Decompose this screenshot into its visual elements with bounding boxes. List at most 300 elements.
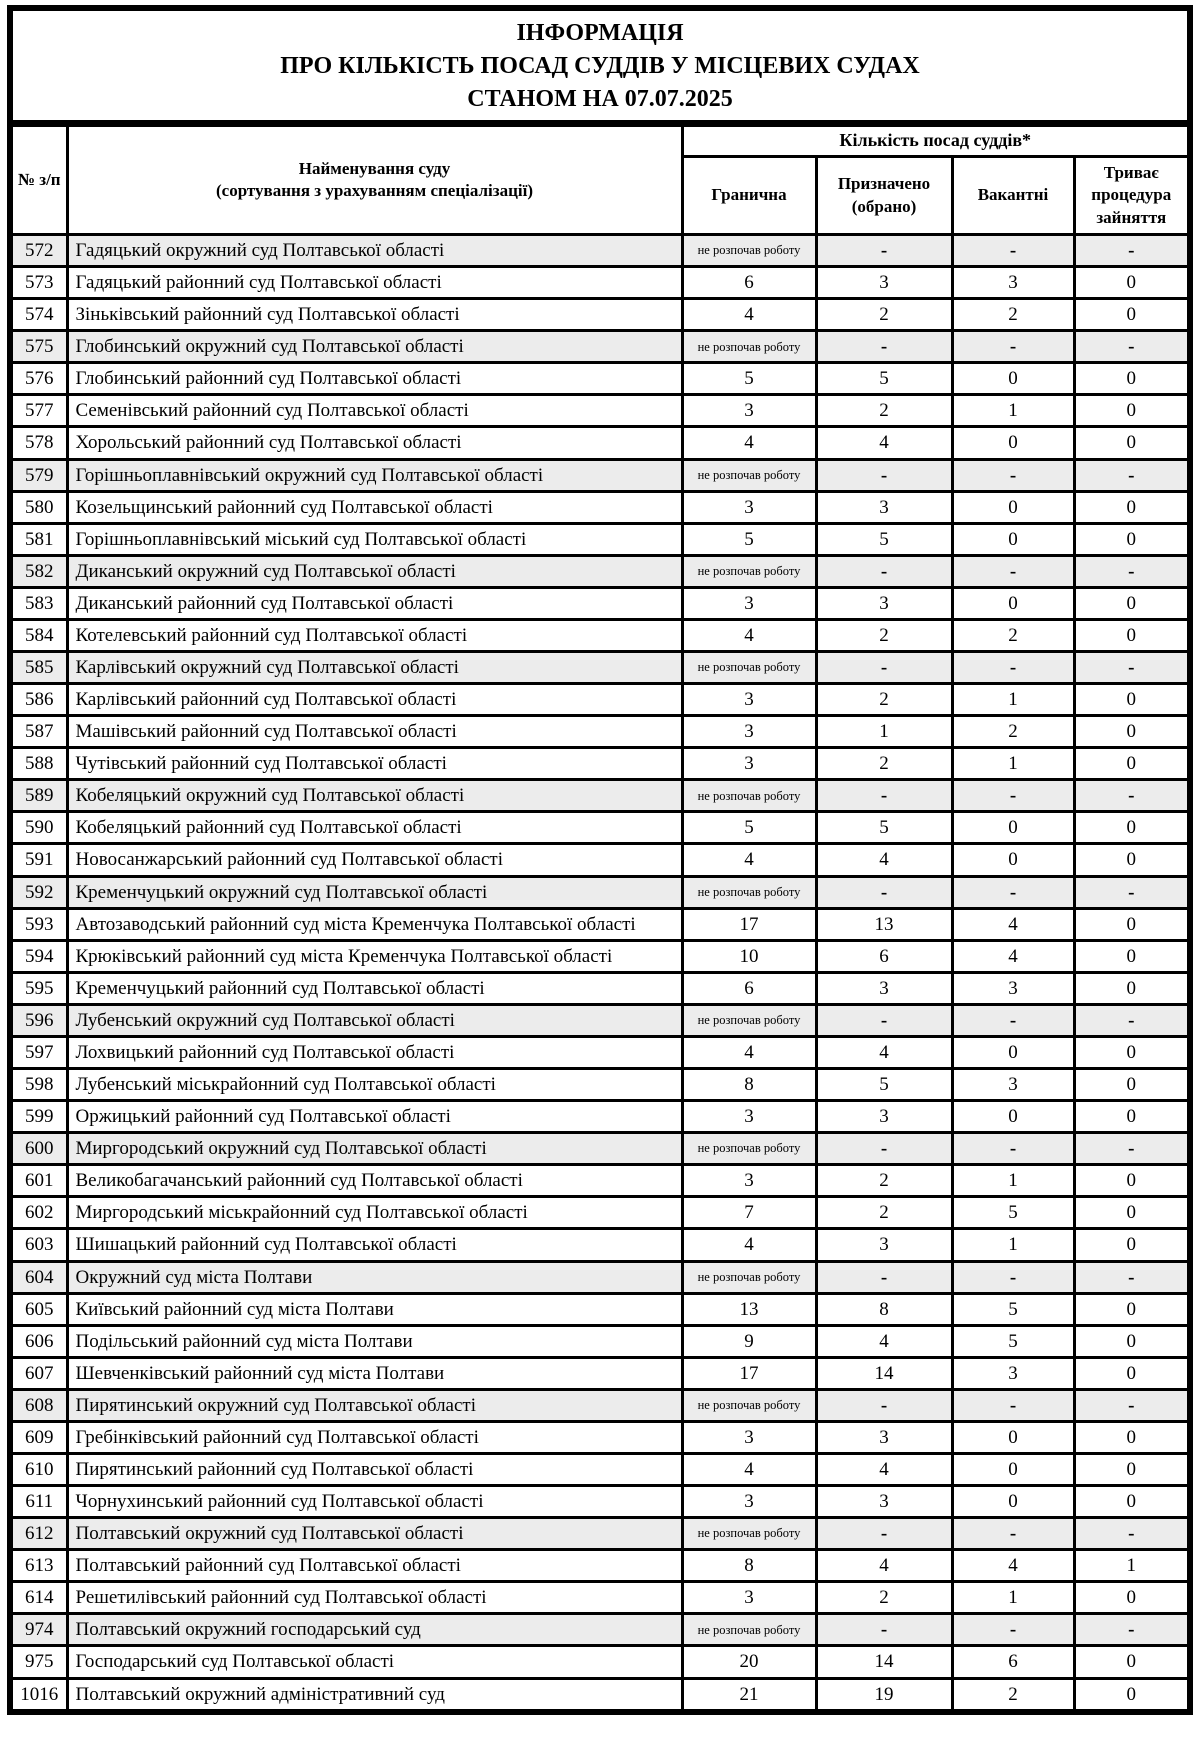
pryznacheno-cell: - (816, 555, 952, 587)
table-row (10, 1646, 1190, 1678)
row-number-cell: 594 (10, 940, 67, 972)
pryznacheno-cell: 19 (816, 1678, 952, 1712)
vakantni-cell: 2 (952, 619, 1074, 651)
pryznacheno-cell: 4 (816, 844, 952, 876)
table-row (10, 1453, 1190, 1485)
vakantni-cell: - (952, 1518, 1074, 1550)
row-number-cell: 583 (10, 587, 67, 619)
court-name-cell: Пирятинський окружний суд Полтавської області (67, 1389, 682, 1421)
court-name-cell: Чутівський районний суд Полтавської області (67, 748, 682, 780)
title-line-2: ПРО КІЛЬКІСТЬ ПОСАД СУДДІВ У МІСЦЕВИХ СУДАХ (280, 53, 920, 79)
pryznacheno-cell: 8 (816, 1293, 952, 1325)
header-court-name (67, 124, 682, 235)
table-row (10, 844, 1190, 876)
row-number-cell: 605 (10, 1293, 67, 1325)
court-name-cell: Шевченківський районний суд міста Полтави (67, 1357, 682, 1389)
table-row (10, 235, 1190, 267)
court-name-cell: Горішньоплавнівський міський суд Полтавської області (67, 523, 682, 555)
court-name-cell: Крюківський районний суд міста Кременчука Полтавської області (67, 940, 682, 972)
vakantni-cell: 1 (952, 395, 1074, 427)
header-row-group (10, 124, 1190, 157)
court-name-cell: Подільський районний суд міста Полтави (67, 1325, 682, 1357)
row-number-cell: 586 (10, 684, 67, 716)
court-name-cell: Кременчуцький районний суд Полтавської області (67, 972, 682, 1004)
court-name-cell: Глобинський окружний суд Полтавської області (67, 331, 682, 363)
granychna-cell: 8 (682, 1069, 816, 1101)
row-number-cell: 609 (10, 1421, 67, 1453)
court-name-cell: Господарський суд Полтавської області (67, 1646, 682, 1678)
court-name-cell: Котелевський районний суд Полтавської області (67, 619, 682, 651)
court-name-cell: Козельщинський районний суд Полтавської області (67, 491, 682, 523)
granychna-cell: 4 (682, 844, 816, 876)
tryvaie-cell: - (1074, 331, 1190, 363)
tryvaie-cell: 0 (1074, 299, 1190, 331)
row-number-cell: 607 (10, 1357, 67, 1389)
granychna-cell: 20 (682, 1646, 816, 1678)
court-name-cell: Київський районний суд міста Полтави (67, 1293, 682, 1325)
court-name-cell: Кобеляцький окружний суд Полтавської області (67, 780, 682, 812)
table-header (10, 124, 1190, 235)
tryvaie-cell: 0 (1074, 844, 1190, 876)
row-number-cell: 590 (10, 812, 67, 844)
row-number-cell: 974 (10, 1614, 67, 1646)
granychna-cell: 3 (682, 1421, 816, 1453)
tryvaie-cell: 0 (1074, 523, 1190, 555)
court-name-cell: Миргородський окружний суд Полтавської області (67, 1133, 682, 1165)
court-name-cell: Карлівський окружний суд Полтавської області (67, 652, 682, 684)
pryznacheno-cell: 4 (816, 427, 952, 459)
court-name-cell: Карлівський районний суд Полтавської області (67, 684, 682, 716)
row-number-cell: 975 (10, 1646, 67, 1678)
row-number-cell: 584 (10, 619, 67, 651)
vakantni-cell: 1 (952, 684, 1074, 716)
pryznacheno-cell: 1 (816, 716, 952, 748)
tryvaie-cell: 0 (1074, 1646, 1190, 1678)
vakantni-cell: 0 (952, 523, 1074, 555)
row-number-cell: 603 (10, 1229, 67, 1261)
row-number-cell: 578 (10, 427, 67, 459)
court-name-cell: Гадяцький районний суд Полтавської області (67, 267, 682, 299)
vakantni-cell: 0 (952, 1486, 1074, 1518)
table-row (10, 395, 1190, 427)
tryvaie-cell: 0 (1074, 1229, 1190, 1261)
pryznacheno-cell: 2 (816, 1165, 952, 1197)
title-line-3: СТАНОМ НА 07.07.2025 (467, 86, 733, 112)
row-number-cell: 595 (10, 972, 67, 1004)
granychna-cell: не розпочав роботу (682, 652, 816, 684)
table-row (10, 299, 1190, 331)
court-name-cell: Шишацький районний суд Полтавської області (67, 1229, 682, 1261)
court-positions-table (7, 120, 1193, 1715)
table-row (10, 684, 1190, 716)
court-name-cell: Автозаводський районний суд міста Кременчука Полтавської області (67, 908, 682, 940)
tryvaie-cell: 0 (1074, 972, 1190, 1004)
pryznacheno-cell: 2 (816, 1197, 952, 1229)
header-positions-group: Кількість посад суддів* (682, 124, 1190, 157)
tryvaie-cell: 0 (1074, 908, 1190, 940)
pryznacheno-cell: 6 (816, 940, 952, 972)
pryznacheno-cell: 3 (816, 1486, 952, 1518)
pryznacheno-cell: 3 (816, 491, 952, 523)
granychna-cell: не розпочав роботу (682, 780, 816, 812)
vakantni-cell: - (952, 331, 1074, 363)
tryvaie-cell: - (1074, 876, 1190, 908)
vakantni-cell: - (952, 1133, 1074, 1165)
vakantni-cell: - (952, 235, 1074, 267)
table-row (10, 267, 1190, 299)
court-name-cell: Зіньківський районний суд Полтавської області (67, 299, 682, 331)
pryznacheno-cell: - (816, 1004, 952, 1036)
granychna-cell: не розпочав роботу (682, 459, 816, 491)
vakantni-cell: 5 (952, 1293, 1074, 1325)
court-name-cell: Полтавський окружний адміністративний суд (67, 1678, 682, 1712)
table-row (10, 716, 1190, 748)
granychna-cell: не розпочав роботу (682, 1614, 816, 1646)
table-row (10, 427, 1190, 459)
granychna-cell: не розпочав роботу (682, 1518, 816, 1550)
tryvaie-cell: 0 (1074, 363, 1190, 395)
court-name-cell: Великобагачанський районний суд Полтавської області (67, 1165, 682, 1197)
pryznacheno-cell: 3 (816, 972, 952, 1004)
header-court-name-line1: Найменування суду (298, 158, 451, 178)
pryznacheno-cell: 3 (816, 587, 952, 619)
vakantni-cell: 0 (952, 491, 1074, 523)
table-row (10, 1421, 1190, 1453)
granychna-cell: 6 (682, 972, 816, 1004)
tryvaie-cell: 0 (1074, 1101, 1190, 1133)
header-tryvaie: Триває процедура зайняття (1074, 157, 1190, 235)
row-number-cell: 601 (10, 1165, 67, 1197)
vakantni-cell: 0 (952, 1421, 1074, 1453)
granychna-cell: 5 (682, 523, 816, 555)
pryznacheno-cell: - (816, 780, 952, 812)
pryznacheno-cell: 14 (816, 1646, 952, 1678)
row-number-cell: 588 (10, 748, 67, 780)
table-row (10, 940, 1190, 972)
table-row (10, 1229, 1190, 1261)
row-number-cell: 608 (10, 1389, 67, 1421)
document-title (7, 5, 1193, 120)
vakantni-cell: - (952, 1614, 1074, 1646)
tryvaie-cell: 0 (1074, 748, 1190, 780)
vakantni-cell: 0 (952, 427, 1074, 459)
row-number-cell: 612 (10, 1518, 67, 1550)
table-row (10, 652, 1190, 684)
vakantni-cell: - (952, 780, 1074, 812)
court-name-cell: Лохвицький районний суд Полтавської області (67, 1036, 682, 1068)
tryvaie-cell: - (1074, 1518, 1190, 1550)
table-row (10, 1518, 1190, 1550)
tryvaie-cell: 0 (1074, 427, 1190, 459)
tryvaie-cell: 0 (1074, 1197, 1190, 1229)
tryvaie-cell: 0 (1074, 812, 1190, 844)
row-number-cell: 606 (10, 1325, 67, 1357)
tryvaie-cell: 0 (1074, 1165, 1190, 1197)
document-page (7, 5, 1193, 1715)
vakantni-cell: - (952, 555, 1074, 587)
granychna-cell: 4 (682, 1453, 816, 1485)
table-row (10, 491, 1190, 523)
court-name-cell: Кобеляцький районний суд Полтавської області (67, 812, 682, 844)
row-number-cell: 598 (10, 1069, 67, 1101)
tryvaie-cell: - (1074, 652, 1190, 684)
granychna-cell: не розпочав роботу (682, 555, 816, 587)
table-row (10, 748, 1190, 780)
row-number-cell: 614 (10, 1582, 67, 1614)
court-name-cell: Решетилівський районний суд Полтавської області (67, 1582, 682, 1614)
tryvaie-cell: 0 (1074, 267, 1190, 299)
court-name-cell: Кременчуцький окружний суд Полтавської області (67, 876, 682, 908)
pryznacheno-cell: 3 (816, 267, 952, 299)
vakantni-cell: - (952, 1004, 1074, 1036)
table-row (10, 1293, 1190, 1325)
vakantni-cell: 4 (952, 908, 1074, 940)
table-row (10, 1036, 1190, 1068)
court-name-cell: Семенівський районний суд Полтавської області (67, 395, 682, 427)
tryvaie-cell: 0 (1074, 716, 1190, 748)
table-row (10, 1004, 1190, 1036)
table-row (10, 363, 1190, 395)
pryznacheno-cell: 13 (816, 908, 952, 940)
pryznacheno-cell: - (816, 235, 952, 267)
pryznacheno-cell: - (816, 1518, 952, 1550)
row-number-cell: 591 (10, 844, 67, 876)
vakantni-cell: 0 (952, 812, 1074, 844)
table-row (10, 1614, 1190, 1646)
pryznacheno-cell: - (816, 1133, 952, 1165)
vakantni-cell: - (952, 459, 1074, 491)
tryvaie-cell: 0 (1074, 1293, 1190, 1325)
tryvaie-cell: - (1074, 459, 1190, 491)
vakantni-cell: - (952, 876, 1074, 908)
table-row (10, 780, 1190, 812)
row-number-cell: 600 (10, 1133, 67, 1165)
pryznacheno-cell: - (816, 1261, 952, 1293)
tryvaie-cell: 0 (1074, 940, 1190, 972)
granychna-cell: 3 (682, 1101, 816, 1133)
vakantni-cell: 0 (952, 363, 1074, 395)
granychna-cell: 5 (682, 363, 816, 395)
granychna-cell: 17 (682, 1357, 816, 1389)
granychna-cell: не розпочав роботу (682, 235, 816, 267)
granychna-cell: 17 (682, 908, 816, 940)
tryvaie-cell: 0 (1074, 1069, 1190, 1101)
court-name-cell: Глобинський районний суд Полтавської області (67, 363, 682, 395)
granychna-cell: 6 (682, 267, 816, 299)
pryznacheno-cell: 4 (816, 1453, 952, 1485)
vakantni-cell: - (952, 1389, 1074, 1421)
row-number-cell: 1016 (10, 1678, 67, 1712)
court-name-cell: Пирятинський районний суд Полтавської області (67, 1453, 682, 1485)
tryvaie-cell: 0 (1074, 1325, 1190, 1357)
vakantni-cell: 1 (952, 1229, 1074, 1261)
header-granychna: Гранична (682, 157, 816, 235)
granychna-cell: 4 (682, 1229, 816, 1261)
granychna-cell: не розпочав роботу (682, 1133, 816, 1165)
row-number-cell: 611 (10, 1486, 67, 1518)
vakantni-cell: - (952, 1261, 1074, 1293)
granychna-cell: не розпочав роботу (682, 1389, 816, 1421)
tryvaie-cell: 1 (1074, 1550, 1190, 1582)
row-number-cell: 613 (10, 1550, 67, 1582)
tryvaie-cell: - (1074, 1614, 1190, 1646)
granychna-cell: 9 (682, 1325, 816, 1357)
pryznacheno-cell: - (816, 1389, 952, 1421)
vakantni-cell: 5 (952, 1197, 1074, 1229)
tryvaie-cell: 0 (1074, 1453, 1190, 1485)
table-row (10, 812, 1190, 844)
tryvaie-cell: - (1074, 1261, 1190, 1293)
header-num: № з/п (10, 124, 67, 235)
granychna-cell: 3 (682, 716, 816, 748)
granychna-cell: 7 (682, 1197, 816, 1229)
tryvaie-cell: 0 (1074, 1582, 1190, 1614)
table-row (10, 1550, 1190, 1582)
granychna-cell: 4 (682, 619, 816, 651)
granychna-cell: 10 (682, 940, 816, 972)
vakantni-cell: - (952, 652, 1074, 684)
table-row (10, 1582, 1190, 1614)
tryvaie-cell: - (1074, 1389, 1190, 1421)
tryvaie-cell: - (1074, 235, 1190, 267)
header-pryznacheno: Призначено (обрано) (816, 157, 952, 235)
row-number-cell: 604 (10, 1261, 67, 1293)
row-number-cell: 596 (10, 1004, 67, 1036)
table-row (10, 1357, 1190, 1389)
row-number-cell: 582 (10, 555, 67, 587)
granychna-cell: 13 (682, 1293, 816, 1325)
vakantni-cell: 2 (952, 716, 1074, 748)
court-table-body (10, 235, 1190, 1712)
court-name-cell: Гребінківський районний суд Полтавської області (67, 1421, 682, 1453)
pryznacheno-cell: 14 (816, 1357, 952, 1389)
table-row (10, 587, 1190, 619)
table-row (10, 1389, 1190, 1421)
court-name-cell: Оржицький районний суд Полтавської області (67, 1101, 682, 1133)
pryznacheno-cell: 2 (816, 299, 952, 331)
row-number-cell: 574 (10, 299, 67, 331)
granychna-cell: 3 (682, 748, 816, 780)
granychna-cell: 3 (682, 1165, 816, 1197)
row-number-cell: 587 (10, 716, 67, 748)
granychna-cell: не розпочав роботу (682, 876, 816, 908)
tryvaie-cell: - (1074, 555, 1190, 587)
tryvaie-cell: - (1074, 1004, 1190, 1036)
court-name-cell: Полтавський окружний господарський суд (67, 1614, 682, 1646)
table-row (10, 1101, 1190, 1133)
vakantni-cell: 4 (952, 1550, 1074, 1582)
court-name-cell: Новосанжарський районний суд Полтавської області (67, 844, 682, 876)
row-number-cell: 576 (10, 363, 67, 395)
granychna-cell: 4 (682, 299, 816, 331)
tryvaie-cell: 0 (1074, 587, 1190, 619)
pryznacheno-cell: 5 (816, 1069, 952, 1101)
granychna-cell: не розпочав роботу (682, 331, 816, 363)
court-name-cell: Диканський районний суд Полтавської області (67, 587, 682, 619)
court-name-cell: Окружний суд міста Полтави (67, 1261, 682, 1293)
granychna-cell: 21 (682, 1678, 816, 1712)
row-number-cell: 575 (10, 331, 67, 363)
court-name-cell: Миргородський міськрайонний суд Полтавської області (67, 1197, 682, 1229)
vakantni-cell: 3 (952, 972, 1074, 1004)
table-row (10, 1133, 1190, 1165)
tryvaie-cell: 0 (1074, 395, 1190, 427)
vakantni-cell: 0 (952, 1453, 1074, 1485)
pryznacheno-cell: - (816, 459, 952, 491)
granychna-cell: 4 (682, 427, 816, 459)
pryznacheno-cell: 5 (816, 812, 952, 844)
vakantni-cell: 6 (952, 1646, 1074, 1678)
vakantni-cell: 0 (952, 587, 1074, 619)
row-number-cell: 610 (10, 1453, 67, 1485)
table-row (10, 523, 1190, 555)
row-number-cell: 572 (10, 235, 67, 267)
table-row (10, 619, 1190, 651)
pryznacheno-cell: 2 (816, 619, 952, 651)
table-row (10, 1678, 1190, 1712)
granychna-cell: 4 (682, 1036, 816, 1068)
vakantni-cell: 4 (952, 940, 1074, 972)
pryznacheno-cell: 5 (816, 523, 952, 555)
tryvaie-cell: 0 (1074, 619, 1190, 651)
table-row (10, 331, 1190, 363)
row-number-cell: 593 (10, 908, 67, 940)
court-name-cell: Хорольський районний суд Полтавської області (67, 427, 682, 459)
table-row (10, 1325, 1190, 1357)
row-number-cell: 589 (10, 780, 67, 812)
header-vakantni: Вакантні (952, 157, 1074, 235)
granychna-cell: 8 (682, 1550, 816, 1582)
court-name-cell: Лубенський міськрайонний суд Полтавської області (67, 1069, 682, 1101)
vakantni-cell: 5 (952, 1325, 1074, 1357)
vakantni-cell: 3 (952, 267, 1074, 299)
pryznacheno-cell: - (816, 876, 952, 908)
pryznacheno-cell: - (816, 331, 952, 363)
table-row (10, 908, 1190, 940)
row-number-cell: 585 (10, 652, 67, 684)
court-name-cell: Лубенський окружний суд Полтавської області (67, 1004, 682, 1036)
pryznacheno-cell: 3 (816, 1229, 952, 1261)
pryznacheno-cell: 2 (816, 748, 952, 780)
court-name-cell: Полтавський районний суд Полтавської області (67, 1550, 682, 1582)
vakantni-cell: 3 (952, 1069, 1074, 1101)
granychna-cell: 3 (682, 587, 816, 619)
court-name-cell: Горішньоплавнівський окружний суд Полтавської області (67, 459, 682, 491)
table-row (10, 1486, 1190, 1518)
court-name-cell: Машівський районний суд Полтавської області (67, 716, 682, 748)
pryznacheno-cell: 3 (816, 1421, 952, 1453)
tryvaie-cell: 0 (1074, 491, 1190, 523)
vakantni-cell: 1 (952, 748, 1074, 780)
granychna-cell: 3 (682, 491, 816, 523)
row-number-cell: 581 (10, 523, 67, 555)
granychna-cell: не розпочав роботу (682, 1004, 816, 1036)
row-number-cell: 580 (10, 491, 67, 523)
header-court-name-line2: (сортування з урахуванням спеціалізації) (215, 181, 533, 200)
pryznacheno-cell: 2 (816, 395, 952, 427)
table-row (10, 972, 1190, 1004)
tryvaie-cell: 0 (1074, 684, 1190, 716)
table-row (10, 459, 1190, 491)
row-number-cell: 573 (10, 267, 67, 299)
vakantni-cell: 1 (952, 1165, 1074, 1197)
court-name-cell: Полтавський окружний суд Полтавської області (67, 1518, 682, 1550)
tryvaie-cell: 0 (1074, 1036, 1190, 1068)
tryvaie-cell: 0 (1074, 1421, 1190, 1453)
tryvaie-cell: - (1074, 780, 1190, 812)
vakantni-cell: 2 (952, 299, 1074, 331)
vakantni-cell: 2 (952, 1678, 1074, 1712)
